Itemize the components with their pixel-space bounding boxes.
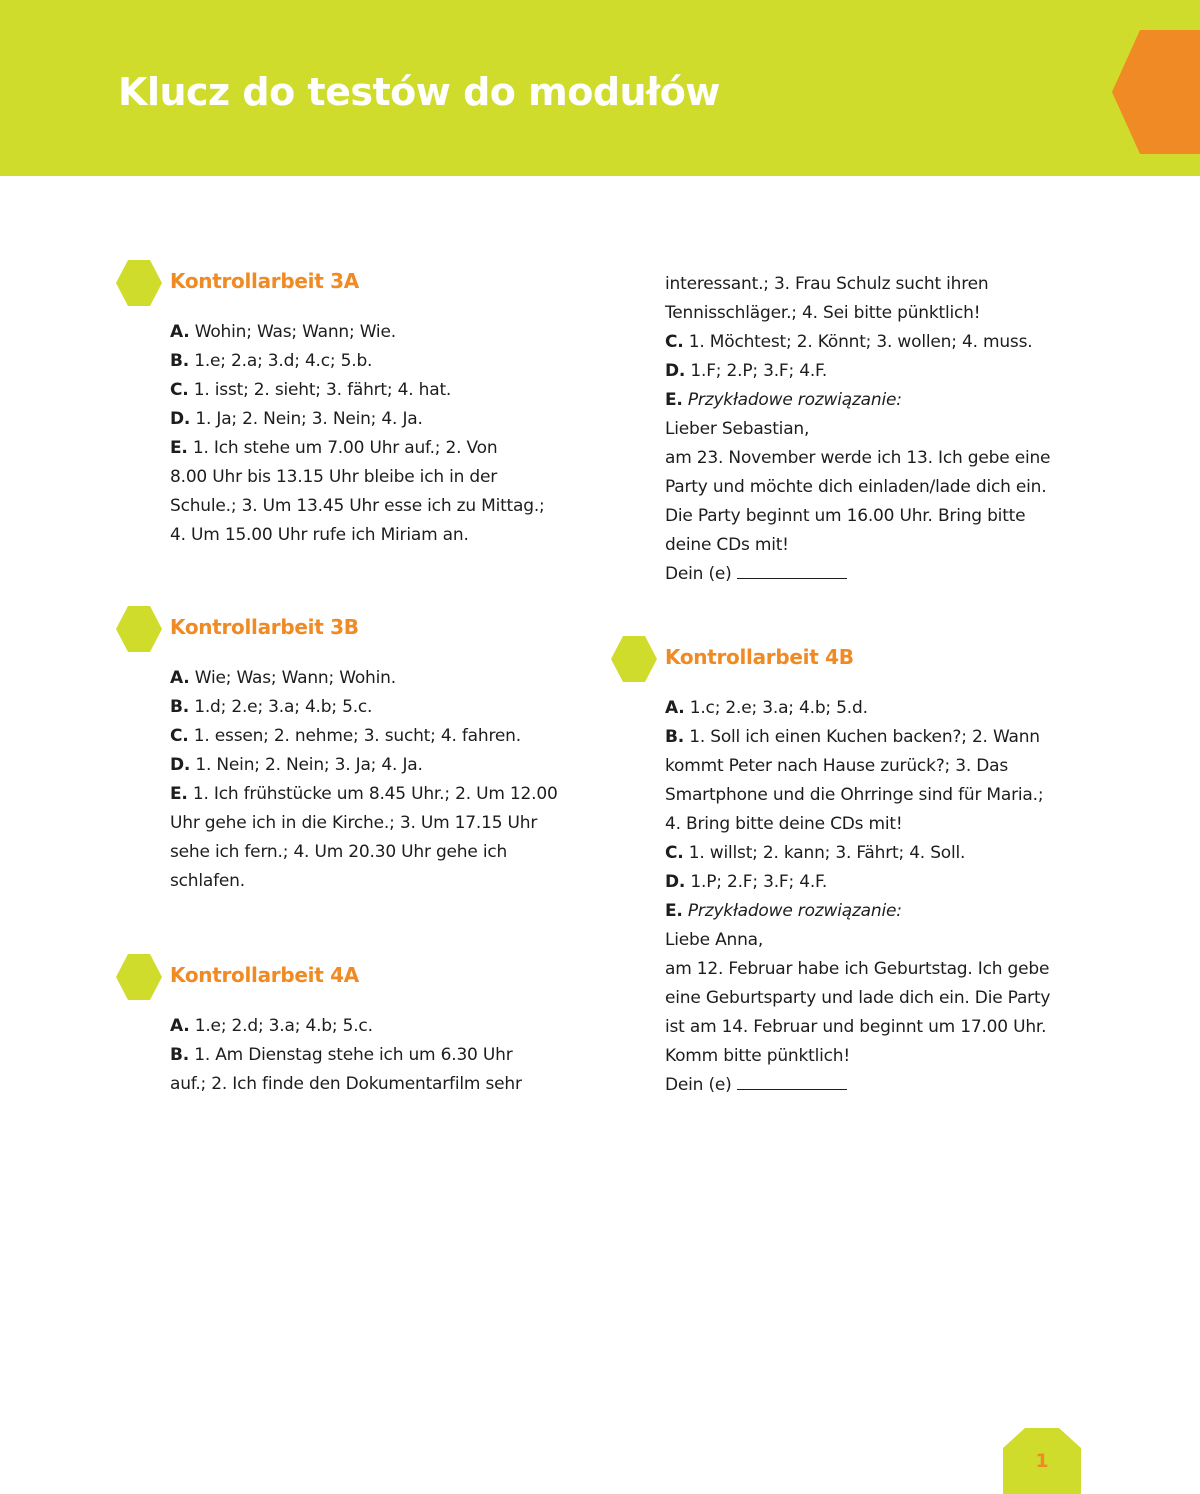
task-label: C. (170, 380, 189, 400)
answer-line: schlafen. (170, 871, 245, 891)
answer-text: Wohin; Was; Wann; Wie. (189, 322, 396, 342)
section-kontrollarbeit-4a (170, 954, 610, 1099)
signature-text: Dein (e) (665, 564, 732, 584)
answer-line: Smartphone und die Ohrringe sind für Maria.; (665, 785, 1044, 805)
page-title: Klucz do testów do modułów (118, 70, 720, 114)
answer-text: Przykładowe rozwiązanie: (682, 390, 902, 410)
answer-text: 1.e; 2.a; 3.d; 4.c; 5.b. (189, 351, 373, 371)
signature-text: Dein (e) (665, 1075, 732, 1095)
task-label: E. (170, 784, 188, 804)
answer-line (170, 376, 610, 405)
section-title: Kontrollarbeit 3B (170, 615, 359, 639)
orange-hexagon-decoration (1112, 30, 1200, 154)
task-label: A. (170, 322, 190, 342)
section-title: Kontrollarbeit 4B (665, 645, 854, 669)
answer-line: am 23. November werde ich 13. Ich gebe eine (665, 448, 1051, 468)
task-label: D. (665, 361, 686, 381)
answer-line (170, 664, 610, 693)
answer-line (665, 723, 1105, 752)
answer-text: Przykładowe rozwiązanie: (682, 901, 902, 921)
answer-line (665, 897, 1105, 926)
task-label: A. (665, 698, 685, 718)
answer-line: 4. Bring bitte deine CDs mit! (665, 814, 903, 834)
task-label: A. (170, 1016, 190, 1036)
task-label: D. (665, 872, 686, 892)
answer-text: 1. Ich frühstücke um 8.45 Uhr.; 2. Um 12.00 (187, 784, 558, 804)
answer-line (170, 1012, 610, 1041)
task-label: B. (665, 727, 685, 747)
answer-line (170, 347, 610, 376)
section-title: Kontrollarbeit 4A (170, 963, 359, 987)
answer-line: interessant.; 3. Frau Schulz sucht ihren (665, 274, 989, 294)
task-label: C. (170, 726, 189, 746)
answer-line (170, 405, 610, 434)
answer-text: 1.P; 2.F; 3.F; 4.F. (685, 872, 828, 892)
answer-text: 1. Ja; 2. Nein; 3. Nein; 4. Ja. (190, 409, 423, 429)
section-kontrollarbeit-4a-continued (665, 270, 1105, 589)
answer-text: 1. Soll ich einen Kuchen backen?; 2. Wann (684, 727, 1040, 747)
answer-line: am 12. Februar habe ich Geburtstag. Ich gebe (665, 959, 1050, 979)
signature-line (665, 1071, 1105, 1100)
page-header (0, 0, 1200, 176)
section-hexagon-icon (116, 260, 162, 306)
answer-text: 1. Am Dienstag stehe ich um 6.30 Uhr (189, 1045, 513, 1065)
answer-line: Party und möchte dich einladen/lade dich ein. (665, 477, 1047, 497)
answer-line: auf.; 2. Ich finde den Dokumentarfilm sehr (170, 1074, 522, 1094)
task-label: B. (170, 697, 190, 717)
section-kontrollarbeit-4b (665, 636, 1105, 1100)
answer-text: 1.c; 2.e; 3.a; 4.b; 5.d. (684, 698, 868, 718)
answer-line: Komm bitte pünktlich! (665, 1046, 850, 1066)
answer-line (665, 386, 1105, 415)
task-label: D. (170, 755, 191, 775)
signature-blank (737, 560, 847, 579)
task-label: E. (665, 901, 683, 921)
answer-text: 1. Ich stehe um 7.00 Uhr auf.; 2. Von (187, 438, 498, 458)
answer-text: 1. Möchtest; 2. Könnt; 3. wollen; 4. muss. (683, 332, 1033, 352)
answer-line (170, 318, 610, 347)
answer-line: 4. Um 15.00 Uhr rufe ich Miriam an. (170, 525, 469, 545)
answer-line (170, 722, 610, 751)
answer-line: sehe ich fern.; 4. Um 20.30 Uhr gehe ich (170, 842, 508, 862)
answer-line: Die Party beginnt um 16.00 Uhr. Bring bitte (665, 506, 1026, 526)
answer-text: 1.e; 2.d; 3.a; 4.b; 5.c. (189, 1016, 373, 1036)
answer-line (170, 693, 610, 722)
answer-line (170, 1041, 610, 1070)
answer-line: Liebe Anna, (665, 930, 764, 950)
answer-line (665, 839, 1105, 868)
answer-line (170, 434, 610, 463)
task-label: B. (170, 351, 190, 371)
section-kontrollarbeit-3b (170, 606, 610, 896)
answer-line: 8.00 Uhr bis 13.15 Uhr bleibe ich in der (170, 467, 498, 487)
answer-line: ist am 14. Februar und beginnt um 17.00 Uhr. (665, 1017, 1047, 1037)
answer-text: 1. essen; 2. nehme; 3. sucht; 4. fahren. (188, 726, 521, 746)
answer-line (665, 868, 1105, 897)
answer-line (665, 694, 1105, 723)
section-hexagon-icon (611, 636, 657, 682)
signature-blank (737, 1071, 847, 1090)
section-hexagon-icon (116, 606, 162, 652)
section-kontrollarbeit-3a (170, 260, 610, 550)
page-number: 1 (1035, 1450, 1049, 1472)
answer-line (665, 328, 1105, 357)
answer-text: 1.d; 2.e; 3.a; 4.b; 5.c. (189, 697, 373, 717)
answer-line: eine Geburtsparty und lade dich ein. Die Party (665, 988, 1051, 1008)
task-label: E. (170, 438, 188, 458)
task-label: E. (665, 390, 683, 410)
answer-line: Schule.; 3. Um 13.45 Uhr esse ich zu Mittag.; (170, 496, 545, 516)
task-label: D. (170, 409, 191, 429)
answer-line (170, 751, 610, 780)
task-label: C. (665, 332, 684, 352)
task-label: C. (665, 843, 684, 863)
answer-text: 1. isst; 2. sieht; 3. fährt; 4. hat. (188, 380, 452, 400)
answer-text: Wie; Was; Wann; Wohin. (189, 668, 396, 688)
section-hexagon-icon (116, 954, 162, 1000)
answer-line: kommt Peter nach Hause zurück?; 3. Das (665, 756, 1009, 776)
section-title: Kontrollarbeit 3A (170, 269, 359, 293)
task-label: B. (170, 1045, 190, 1065)
answer-text: 1. willst; 2. kann; 3. Fährt; 4. Soll. (683, 843, 966, 863)
answer-line: Uhr gehe ich in die Kirche.; 3. Um 17.15 Uhr (170, 813, 538, 833)
answer-line: Lieber Sebastian, (665, 419, 810, 439)
answer-line (665, 357, 1105, 386)
signature-line (665, 560, 1105, 589)
task-label: A. (170, 668, 190, 688)
answer-text: 1.F; 2.P; 3.F; 4.F. (685, 361, 828, 381)
answer-line: Tennisschläger.; 4. Sei bitte pünktlich! (665, 303, 981, 323)
answer-line: deine CDs mit! (665, 535, 789, 555)
answer-text: 1. Nein; 2. Nein; 3. Ja; 4. Ja. (190, 755, 423, 775)
answer-line (170, 780, 610, 809)
